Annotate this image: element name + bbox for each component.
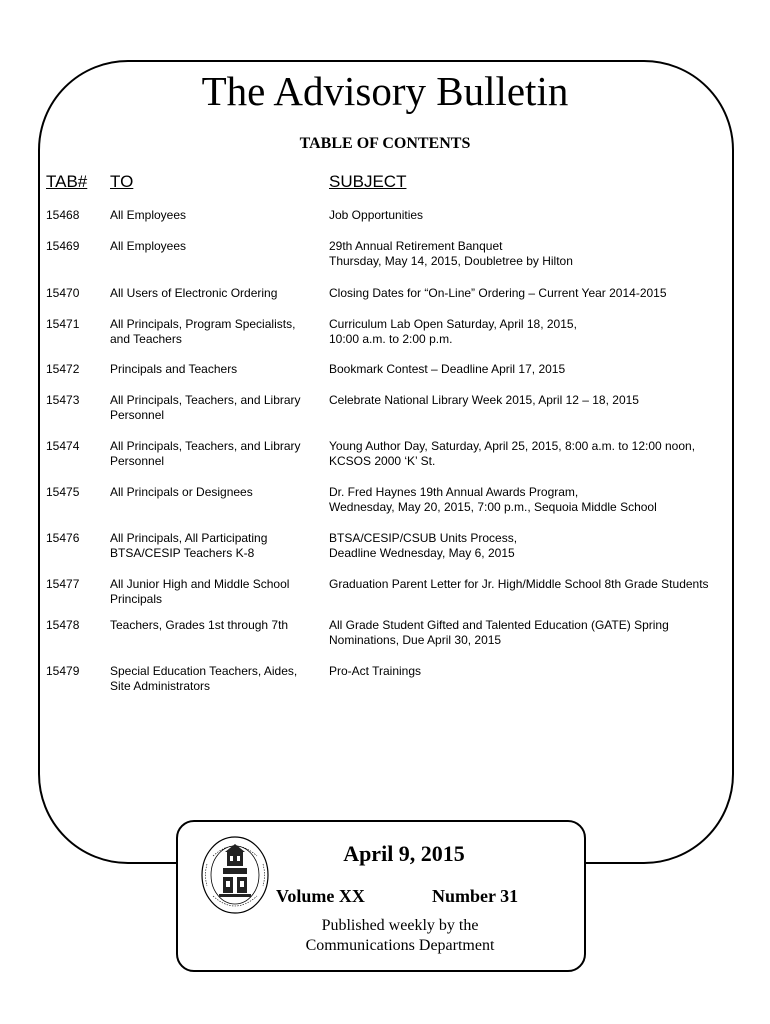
toc-subject bbox=[329, 618, 669, 648]
toc-subject-line: Young Author Day, Saturday, April 25, 2015, 8:00 a.m. to 12:00 noon, bbox=[329, 439, 696, 453]
toc-subject bbox=[329, 317, 577, 347]
toc-tab-number: 15470 bbox=[46, 286, 80, 300]
issue-date: April 9, 2015 bbox=[343, 841, 465, 866]
toc-recipient bbox=[110, 208, 186, 223]
toc-recipient-line: All Junior High and Middle School bbox=[110, 577, 290, 591]
column-header-subject: SUBJECT bbox=[329, 172, 407, 191]
toc-recipient-line: All Principals or Designees bbox=[110, 485, 253, 499]
toc-recipient bbox=[110, 286, 277, 301]
toc-subject-line: Wednesday, May 20, 2015, 7:00 p.m., Sequoia Middle School bbox=[329, 500, 657, 514]
toc-subject bbox=[329, 362, 565, 377]
toc-recipient bbox=[110, 362, 237, 377]
toc-subject-line: BTSA/CESIP/CSUB Units Process, bbox=[329, 531, 518, 545]
toc-recipient-line: Special Education Teachers, Aides, bbox=[110, 664, 298, 678]
publisher-note bbox=[270, 916, 530, 956]
toc-recipient-line: Personnel bbox=[110, 454, 165, 468]
toc-recipient bbox=[110, 239, 186, 254]
toc-subject bbox=[329, 531, 517, 561]
column-header-to: TO bbox=[110, 172, 134, 191]
toc-subject-line: 10:00 a.m. to 2:00 p.m. bbox=[329, 332, 453, 346]
toc-tab-number: 15476 bbox=[46, 531, 80, 545]
toc-recipient bbox=[110, 577, 289, 607]
toc-recipient-line: Principals and Teachers bbox=[110, 362, 238, 376]
toc-subject bbox=[329, 577, 709, 592]
toc-tab-number: 15475 bbox=[46, 485, 80, 499]
toc-recipient-line: All Principals, Program Specialists, bbox=[110, 317, 296, 331]
column-header-tab: TAB# bbox=[46, 172, 88, 191]
toc-subject bbox=[329, 485, 657, 515]
toc-subject-line: Nominations, Due April 30, 2015 bbox=[329, 633, 502, 647]
toc-subject-line: Closing Dates for “On-Line” Ordering – Current Year 2014-2015 bbox=[329, 286, 667, 300]
toc-subject-line: Bookmark Contest – Deadline April 17, 2015 bbox=[329, 362, 566, 376]
toc-tab-number: 15474 bbox=[46, 439, 80, 453]
toc-recipient-line: BTSA/CESIP Teachers K-8 bbox=[110, 546, 255, 560]
toc-subject-line: Thursday, May 14, 2015, Doubletree by Hilton bbox=[329, 254, 573, 268]
toc-subject-line: Graduation Parent Letter for Jr. High/Middle School 8th Grade Students bbox=[329, 577, 709, 591]
toc-subject bbox=[329, 239, 573, 269]
toc-subject bbox=[329, 286, 667, 301]
toc-recipient bbox=[110, 618, 288, 633]
toc-subject bbox=[329, 664, 421, 679]
toc-recipient-line: All Principals, Teachers, and Library bbox=[110, 393, 301, 407]
toc-recipient bbox=[110, 317, 295, 347]
toc-recipient-line: Personnel bbox=[110, 408, 165, 422]
toc-recipient-line: and Teachers bbox=[110, 332, 182, 346]
toc-recipient-line: All Principals, All Participating bbox=[110, 531, 268, 545]
toc-recipient-line: All Employees bbox=[110, 239, 187, 253]
toc-recipient-line: All Principals, Teachers, and Library bbox=[110, 439, 301, 453]
toc-tab-number: 15479 bbox=[46, 664, 80, 678]
toc-recipient-line: All Employees bbox=[110, 208, 187, 222]
volume-label: Volume XX bbox=[276, 886, 365, 906]
toc-recipient-line: All Users of Electronic Ordering bbox=[110, 286, 278, 300]
toc-recipient bbox=[110, 393, 301, 423]
toc-recipient-line: Principals bbox=[110, 592, 163, 606]
toc-tab-number: 15469 bbox=[46, 239, 80, 253]
toc-subject-line: Deadline Wednesday, May 6, 2015 bbox=[329, 546, 515, 560]
toc-recipient bbox=[110, 531, 267, 561]
toc-subject-line: KCSOS 2000 ‘K’ St. bbox=[329, 454, 436, 468]
bulletin-title: The Advisory Bulletin bbox=[201, 68, 569, 114]
toc-tab-number: 15478 bbox=[46, 618, 80, 632]
toc-tab-number: 15472 bbox=[46, 362, 80, 376]
toc-tab-number: 15477 bbox=[46, 577, 80, 591]
toc-subject bbox=[329, 439, 695, 469]
toc-tab-number: 15468 bbox=[46, 208, 80, 222]
toc-recipient bbox=[110, 664, 297, 694]
toc-recipient-line: Teachers, Grades 1st through 7th bbox=[110, 618, 289, 632]
toc-subject bbox=[329, 208, 423, 223]
toc-recipient-line: Site Administrators bbox=[110, 679, 211, 693]
publisher-line-2: Communications Department bbox=[305, 937, 495, 954]
toc-tab-number: 15471 bbox=[46, 317, 80, 331]
toc-heading: TABLE OF CONTENTS bbox=[299, 135, 471, 152]
toc-tab-number: 15473 bbox=[46, 393, 80, 407]
toc-subject-line: Job Opportunities bbox=[329, 208, 424, 222]
issue-number: Number 31 bbox=[432, 886, 519, 906]
toc-subject bbox=[329, 393, 639, 408]
publisher-line-1: Published weekly by the bbox=[321, 917, 479, 934]
toc-subject-line: All Grade Student Gifted and Talented Education (GATE) Spring bbox=[329, 618, 669, 632]
toc-recipient bbox=[110, 439, 301, 469]
toc-subject-line: Celebrate National Library Week 2015, April 12 – 18, 2015 bbox=[329, 393, 639, 407]
toc-recipient bbox=[110, 485, 253, 500]
toc-subject-line: Curriculum Lab Open Saturday, April 18, 2015, bbox=[329, 317, 577, 331]
toc-subject-line: Pro-Act Trainings bbox=[329, 664, 422, 678]
toc-subject-line: 29th Annual Retirement Banquet bbox=[329, 239, 503, 253]
toc-subject-line: Dr. Fred Haynes 19th Annual Awards Program, bbox=[329, 485, 579, 499]
district-seal-icon bbox=[199, 834, 271, 916]
